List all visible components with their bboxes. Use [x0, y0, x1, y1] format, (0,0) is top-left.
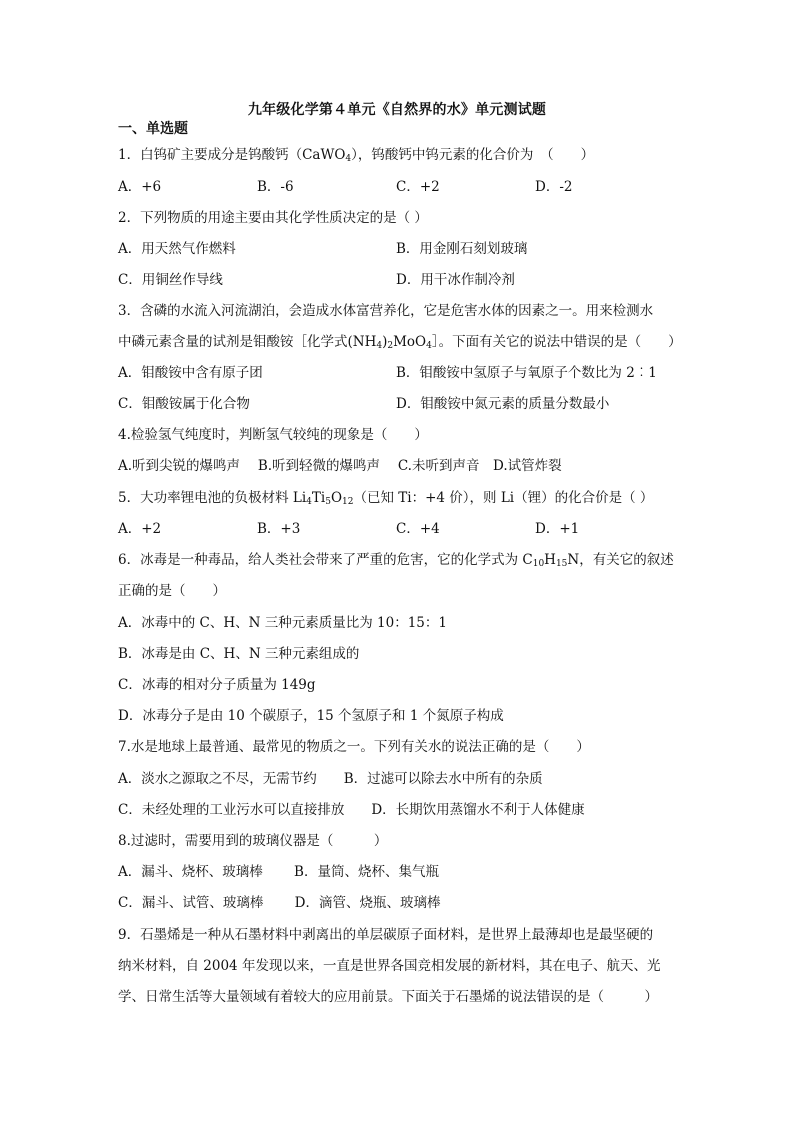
question-5-option-a: A．+2 — [118, 521, 162, 537]
question-1-option-c: C．+2 — [396, 179, 440, 195]
question-3-option-d: D．钼酸铵中氮元素的质量分数最小 — [396, 396, 610, 412]
question-5-option-d: D．+1 — [535, 521, 580, 537]
question-6-option-c: C．冰毒的相对分子质量为 149g — [118, 677, 316, 693]
question-1-stem: 1．白钨矿主要成分是钨酸钙（CaWO$_4$），钨酸钙中钨元素的化合价为 （ ） — [118, 147, 595, 164]
question-2-option-a: A．用天然气作燃料 — [118, 241, 236, 257]
question-1-option-d: D．-2 — [535, 179, 573, 195]
question-2-option-d: D．用干冰作制冷剂 — [396, 272, 515, 288]
section-heading: 一、单选题 — [118, 121, 188, 137]
question-9-line-3: 学、日常生活等大量领域有着较大的应用前景。下面关于石墨烯的说法错误的是（ ） — [118, 989, 658, 1005]
question-5-stem: 5．大功率锂电池的负极材料 $Li_4Ti_5O_{12}$（已知 Ti：+4 价），则 Li（锂）的化合价是（ ） — [118, 490, 654, 507]
question-6-option-a: A．冰毒中的 C、H、N 三种元素质量比为 10：15：1 — [118, 615, 447, 631]
question-8-options-ab: A．漏斗、烧杯、玻璃棒 B．量筒、烧杯、集气瓶 — [118, 864, 439, 880]
question-8-stem: 8.过滤时，需要用到的玻璃仪器是（ ） — [118, 833, 388, 849]
question-9-line-1: 9．石墨烯是一种从石墨材料中剥离出的单层碳原子面材料，是世界上最薄却也是最坚硬的 — [118, 927, 654, 943]
page-title: 九年级化学第４单元《自然界的水》单元测试题 — [247, 102, 547, 118]
question-6-line-1: 6．冰毒是一种毒品，给人类社会带来了严重的危害，它的化学式为 $C_{10}H_{15}N$，有关它的叙述 — [118, 552, 674, 569]
question-3-line-2: 中磷元素含量的试剂是钼酸铵［化学式$(NH_4)_2MoO_4]$。下面有关它的说法中错误的是（ ） — [118, 334, 682, 351]
question-8-options-cd: C．漏斗、试管、玻璃棒 D．滴管、烧瓶、玻璃棒 — [118, 895, 441, 911]
question-7-stem: 7.水是地球上最普通、最常见的物质之一。下列有关水的说法正确的是（ ） — [118, 739, 590, 755]
question-6-line-2: 正确的是（ ） — [118, 583, 226, 599]
question-2-option-b: B．用金刚石刻划玻璃 — [396, 241, 528, 257]
question-3-line-1: 3．含磷的水流入河流湖泊，会造成水体富营养化，它是危害水体的因素之一。用来检测水 — [118, 303, 654, 319]
question-4-options: A.听到尖锐的爆鸣声 B.听到轻微的爆鸣声 C.未听到声音 D.试管炸裂 — [118, 458, 562, 474]
question-3-option-b: B．钼酸铵中氢原子与氧原子个数比为 2︰1 — [396, 365, 657, 381]
question-2-option-c: C．用铜丝作导线 — [118, 272, 223, 288]
question-4-stem: 4.检验氢气纯度时，判断氢气较纯的现象是（ ） — [118, 427, 428, 443]
question-5-option-b: B．+3 — [257, 521, 301, 537]
question-5-option-c: C．+4 — [396, 521, 440, 537]
question-3-option-c: C．钼酸铵属于化合物 — [118, 396, 250, 412]
question-1-option-a: A．+6 — [118, 179, 162, 195]
question-6-option-b: B．冰毒是由 C、H、N 三种元素组成的 — [118, 646, 360, 662]
question-7-options-cd: C．未经处理的工业污水可以直接排放 D．长期饮用蒸馏水不利于人体健康 — [118, 802, 585, 818]
question-6-option-d: D．冰毒分子是由 10 个碳原子，15 个氢原子和 1 个氮原子构成 — [118, 708, 504, 724]
question-3-option-a: A．钼酸铵中含有原子团 — [118, 365, 263, 381]
question-1-option-b: B．-6 — [257, 179, 294, 195]
question-9-line-2: 纳米材料，自 2004 年发现以来，一直是世界各国竞相发展的新材料，其在电子、航天、光 — [118, 958, 661, 974]
question-2-stem: 2．下列物质的用途主要由其化学性质决定的是（ ） — [118, 210, 428, 226]
question-7-options-ab: A．淡水之源取之不尽，无需节约 B．过滤可以除去水中所有的杂质 — [118, 771, 543, 787]
